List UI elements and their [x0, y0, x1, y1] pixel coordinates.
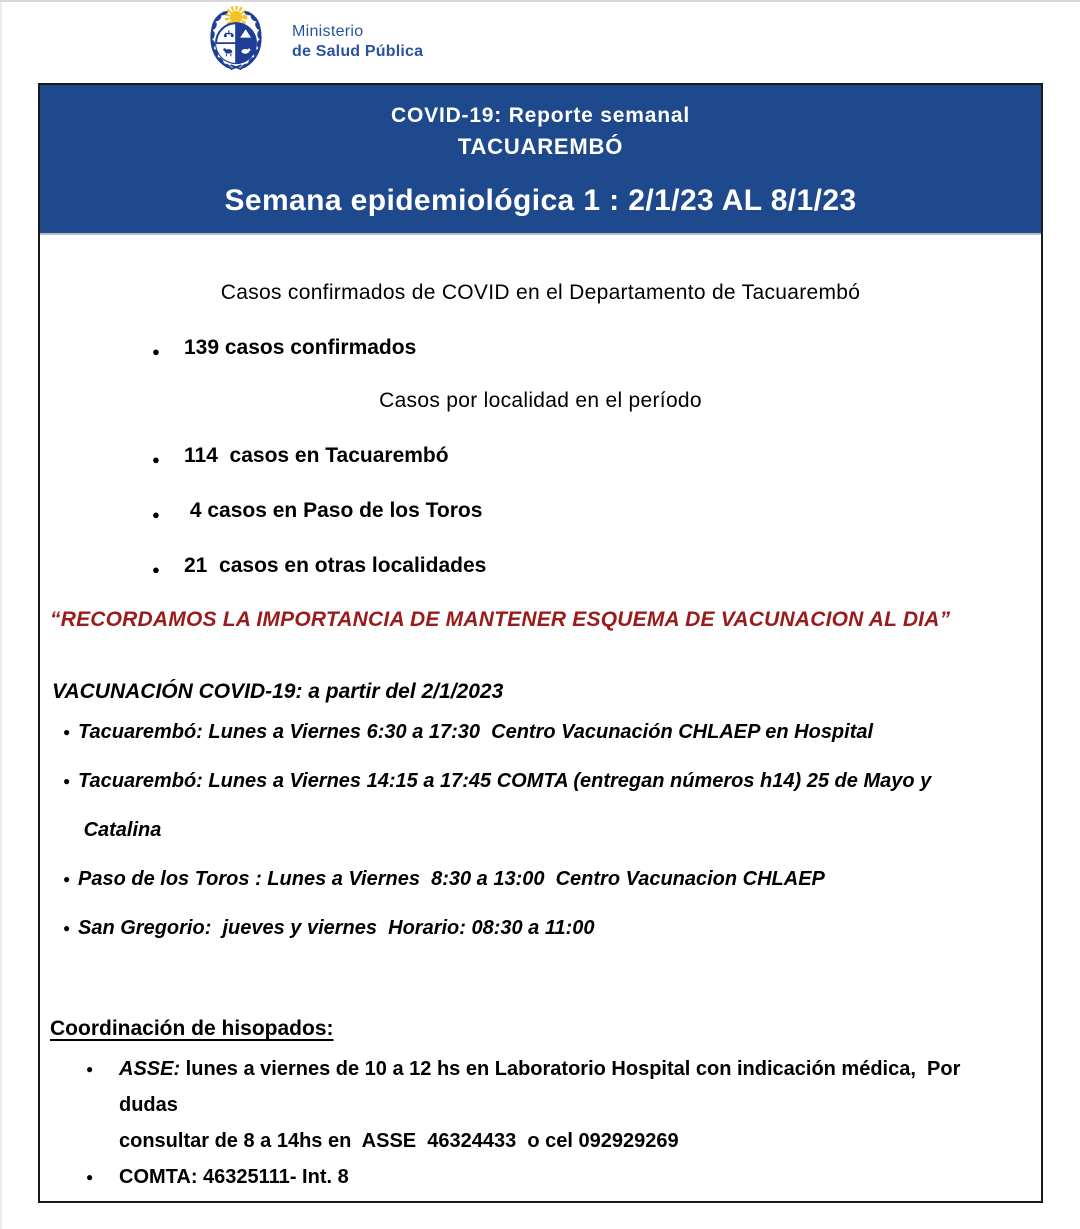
report-box	[38, 83, 1043, 1203]
list-item-swab-comta	[86, 1159, 1011, 1195]
swab-asse-label: ASSE:	[119, 1058, 181, 1080]
list-item-vax-tacuarembo-comta: ● Tacuarembó: Lunes a Viernes 14:15 a 17:45 COMTA (entregan números h14) 25 de Mayo y Catalina	[63, 757, 1031, 855]
banner-week-title: Semana epidemiológica 1 : 2/1/23 AL 8/1/23	[224, 184, 857, 217]
report-banner	[40, 85, 1041, 235]
list-item-confirmed-total: ● 139 casos confirmados	[152, 336, 1041, 360]
banner-department: TACUAREMBÓ	[457, 134, 624, 159]
ministry-header	[0, 0, 1080, 80]
vaccination-heading: VACUNACIÓN COVID-19: a partir del 2/1/2023	[52, 680, 504, 703]
ministry-name-line2: de Salud Pública	[292, 43, 424, 60]
confirmed-cases-list	[40, 336, 1041, 360]
locality-heading: Casos por localidad en el período	[379, 389, 702, 412]
swab-comta-text: 46325111- Int. 8	[197, 1166, 349, 1188]
swab-coordination-list	[40, 1051, 1041, 1195]
uruguay-coat-of-arms-icon	[188, 6, 284, 72]
list-item-vax-san-gregorio: ● San Gregorio: jueves y viernes Horario: 08:30 a 11:00	[63, 904, 1031, 953]
swab-asse-text: lunes a viernes de 10 a 12 hs en Laboratorio Hospital con indicación médica, Por dudas consultar de 8 a 14hs en ASSE 46324433 o cel 092929269	[119, 1058, 961, 1152]
banner-title: COVID-19: Reporte semanal	[391, 104, 690, 127]
list-item-vax-tacuarembo-chlaep: ● Tacuarembó: Lunes a Viernes 6:30 a 17:30 Centro Vacunación CHLAEP en Hospital	[63, 708, 1031, 757]
ministry-logo-text	[292, 22, 423, 62]
vaccination-reminder-text: “RECORDAMOS LA IMPORTANCIA DE MANTENER ESQUEMA DE VACUNACION AL DIA”	[50, 608, 951, 631]
vaccination-schedule-list	[40, 708, 1041, 953]
report-body	[40, 281, 1041, 1195]
swab-comta-label: COMTA:	[119, 1166, 198, 1188]
list-item-swab-asse	[86, 1051, 1011, 1159]
list-item-vax-paso-de-los-toros: ● Paso de los Toros : Lunes a Viernes 8:30 a 13:00 Centro Vacunacion CHLAEP	[63, 855, 1031, 904]
confirmed-cases-heading: Casos confirmados de COVID en el Departamento de Tacuarembó	[220, 281, 861, 304]
ministry-name-line1: Ministerio	[292, 23, 364, 40]
locality-cases-list	[40, 444, 1041, 578]
swab-coordination-heading: Coordinación de hisopados:	[50, 1017, 334, 1040]
list-item-paso-de-los-toros-cases: ● 4 casos en Paso de los Toros	[152, 499, 1041, 523]
list-item-tacuarembo-cases: ● 114 casos en Tacuarembó	[152, 444, 1041, 468]
list-item-other-localities-cases: ● 21 casos en otras localidades	[152, 554, 1041, 578]
